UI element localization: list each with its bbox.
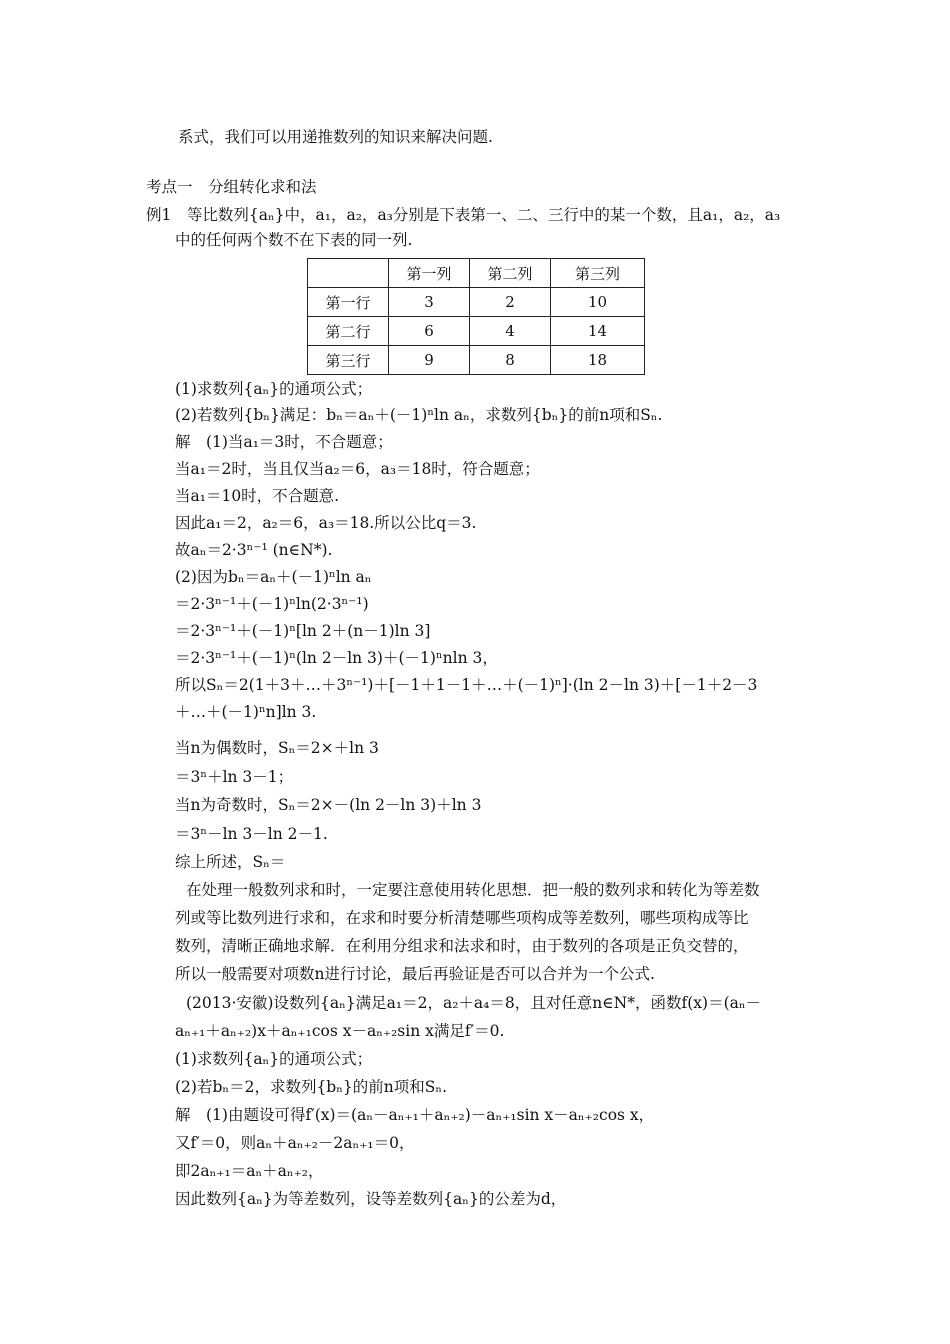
table-header-cell: 第一列: [389, 259, 470, 288]
table-row: [308, 288, 645, 317]
table-row: [308, 317, 645, 346]
table-cell: 3: [389, 288, 470, 317]
solution-line: 当n为偶数时，Sₙ＝2×＋ln 3: [175, 739, 379, 757]
solution-line: 当a₁＝2时，当且仅当a₂＝6，a₃＝18时，符合题意；: [175, 460, 540, 478]
solution-line: ＝3ⁿ＋ln 3－1；: [175, 768, 294, 786]
question-1: (1)求数列{aₙ}的通项公式；: [175, 1050, 373, 1068]
table-cell: 8: [470, 346, 551, 375]
solution-line: 综上所述，Sₙ＝: [175, 853, 286, 871]
solution-line: ＝3ⁿ－ln 3－ln 2－1.: [175, 825, 328, 843]
solution-line: ＝2·3ⁿ⁻¹＋(－1)ⁿln(2·3ⁿ⁻¹): [175, 595, 369, 613]
table-cell: 14: [551, 317, 645, 346]
remark-paragraph: 在处理一般数列求和时，一定要注意使用转化思想．把一般的数列求和转化为等差数: [186, 881, 760, 899]
solution-line: 因此数列{aₙ}为等差数列，设等差数列{aₙ}的公差为d，: [175, 1190, 567, 1208]
remark-paragraph: 列或等比数列进行求和，在求和时要分析清楚哪些项构成等差数列，哪些项构成等比: [175, 909, 749, 927]
solution-line: 解 (1)当a₁＝3时，不合题意；: [175, 433, 393, 451]
solution-line: 当a₁＝10时，不合题意.: [175, 487, 340, 505]
solution-line: ＝2·3ⁿ⁻¹＋(－1)ⁿ[ln 2＋(n－1)ln 3]: [175, 622, 431, 640]
table-cell: 2: [470, 288, 551, 317]
table-cell: 6: [389, 317, 470, 346]
solution-line: (2)因为bₙ＝aₙ＋(－1)ⁿln aₙ: [175, 568, 372, 586]
solution-line: 所以Sₙ＝2(1＋3＋…＋3ⁿ⁻¹)＋[－1＋1－1＋…＋(－1)ⁿ]·(ln 2－ln 3)＋[－1＋2－3: [175, 676, 758, 694]
section-heading: 考点一 分组转化求和法: [146, 178, 317, 196]
solution-line: 即2aₙ₊₁＝aₙ＋aₙ₊₂，: [175, 1162, 324, 1180]
table-header-row: [308, 259, 645, 288]
solution-line: ＝2·3ⁿ⁻¹＋(－1)ⁿ(ln 2－ln 3)＋(－1)ⁿnln 3，: [175, 649, 498, 667]
solution-line: ＋…＋(－1)ⁿn]ln 3.: [175, 703, 317, 721]
table-cell: 4: [470, 317, 551, 346]
table-cell: 10: [551, 288, 645, 317]
exercise-statement-cont: aₙ₊₁＋aₙ₊₂)x＋aₙ₊₁cos x－aₙ₊₂sin x满足f′＝0.: [175, 1022, 505, 1040]
table-cell: 第二行: [308, 317, 389, 346]
example-1-statement: 例1 等比数列{aₙ}中，a₁，a₂，a₃分别是下表第一、二、三行中的某一个数，且a₁，a₂，a₃: [146, 206, 781, 224]
solution-line: 因此a₁＝2，a₂＝6，a₃＝18.所以公比q＝3.: [175, 514, 477, 532]
table-header-cell: 第二列: [470, 259, 551, 288]
example-1-statement-cont: 中的任何两个数不在下表的同一列.: [175, 231, 413, 249]
question-2: (2)若bₙ＝2，求数列{bₙ}的前n项和Sₙ.: [175, 1078, 448, 1096]
remark-paragraph: 所以一般需要对项数n进行讨论，最后再验证是否可以合并为一个公式.: [175, 965, 655, 983]
solution-line: 解 (1)由题设可得f′(x)＝(aₙ－aₙ₊₁＋aₙ₊₂)－aₙ₊₁sin x－aₙ₊₂cos x，: [175, 1106, 655, 1124]
question-2: (2)若数列{bₙ}满足：bₙ＝aₙ＋(－1)ⁿln aₙ，求数列{bₙ}的前n项和Sₙ.: [175, 406, 663, 424]
question-1: (1)求数列{aₙ}的通项公式；: [175, 380, 373, 398]
table-cell: 第三行: [308, 346, 389, 375]
table-cell: 9: [389, 346, 470, 375]
table-cell: 第一行: [308, 288, 389, 317]
exercise-statement: (2013·安徽)设数列{aₙ}满足a₁＝2，a₂＋a₄＝8，且对任意n∈N*，函数f(x)＝(aₙ－: [186, 994, 762, 1012]
table-header-cell: [308, 259, 389, 288]
data-table: [307, 258, 645, 375]
solution-line: 当n为奇数时，Sₙ＝2×－(ln 2－ln 3)＋ln 3: [175, 796, 482, 814]
solution-line: 故aₙ＝2·3ⁿ⁻¹ (n∈N*).: [175, 541, 333, 559]
intro-line: 系式，我们可以用递推数列的知识来解决问题.: [178, 128, 493, 146]
solution-line: 又f′＝0，则aₙ＋aₙ₊₂－2aₙ₊₁＝0，: [175, 1134, 415, 1152]
table-header-cell: 第三列: [551, 259, 645, 288]
remark-paragraph: 数列，清晰正确地求解．在利用分组求和法求和时，由于数列的各项是正负交替的，: [175, 937, 749, 955]
table-cell: 18: [551, 346, 645, 375]
table-row: [308, 346, 645, 375]
